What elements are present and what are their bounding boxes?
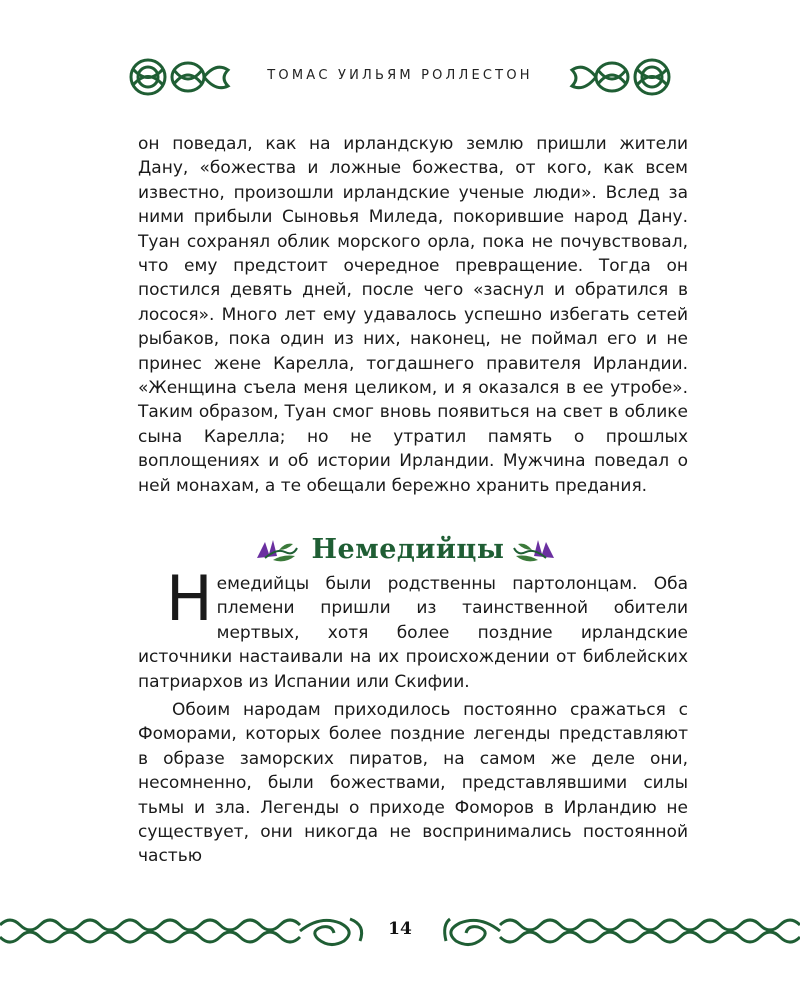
section-heading bbox=[0, 532, 800, 572]
celtic-border-icon bbox=[440, 911, 800, 951]
drop-cap: Н bbox=[166, 562, 213, 635]
celtic-knot-icon bbox=[568, 56, 672, 98]
body-paragraph: Обоим народам приходилось постоянно сражаться с Фоморами, которых более поздние легенды представляют в образе заморских пиратов, на самом же деле они, несомненно, были божествами, представлявшими силы тьмы и зла. Легенды о приходе Фоморов в Ирландию не существует, они никогда не воспринимались постоянной частью bbox=[138, 700, 688, 867]
section-title: Немедийцы bbox=[311, 534, 505, 565]
body-paragraph: он поведал, как на ирландскую землю пришли жители Дану, «божества и ложные божества, от кого, как всем известно, произошли ирландские ученые люди». Вслед за ними прибыли Сыновья Миледа, покорившие народ Дану. Туан сохранял облик морского орла, пока не почувствовал, что ему предстоит очередное превращение. Тогда он постился девять дней, после чего «заснул и обратился в лосося». Много лет ему удавалось успешно избегать сетей рыбаков, пока один из них, наконец, не поймал его и не принес жене Карелла, тогдашнего правителя Ирландии. «Женщина съела меня целиком, и я оказался в ее утробе». Таким образом, Туан смог вновь появиться на свет в облике сына Карелла; но не утратил память о прошлых воплощениях и об истории Ирландии. Мужчина поведал о ней монахам, а те обещали бережно хранить предания. bbox=[138, 134, 688, 496]
celtic-border-icon bbox=[0, 911, 370, 951]
thistle-icon bbox=[255, 536, 299, 566]
running-head: ТОМАС УИЛЬЯМ РОЛЛЕСТОН bbox=[267, 68, 533, 83]
body-paragraph-dropcap bbox=[138, 562, 688, 694]
thistle-icon bbox=[512, 536, 556, 566]
paragraph-text: емедийцы были родственны партолонцам. Оба племени пришли из таинственной обители мертвых, хотя более поздние ирландские источники настаивали на их происхождении от библейских патриархов из Испании или Скифии. bbox=[138, 574, 688, 692]
page-header bbox=[0, 52, 800, 102]
page-footer bbox=[0, 905, 800, 955]
celtic-knot-icon bbox=[128, 56, 232, 98]
page-number: 14 bbox=[388, 919, 412, 939]
